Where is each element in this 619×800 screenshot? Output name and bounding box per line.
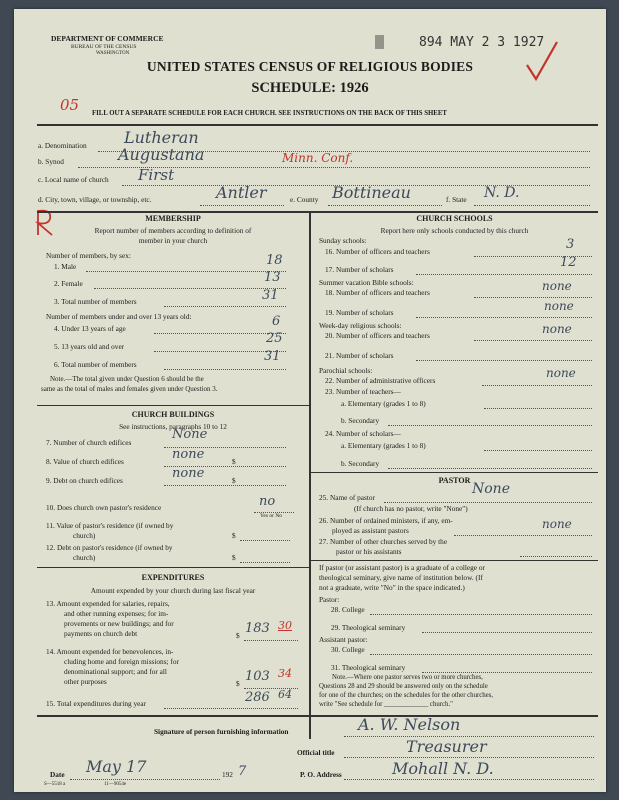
q7-label: 7. Number of church edifices (46, 438, 132, 447)
q20-value: none (542, 322, 572, 336)
pastor-heading: PASTOR (438, 476, 471, 485)
q6-label: 6. Total number of members (54, 360, 137, 369)
buildings-sub: See instructions, paragraphs 10 to 12 (119, 422, 227, 431)
q18-value: none (542, 279, 572, 293)
q8-dollar: $ (232, 457, 236, 466)
pastor-note: Note.—Where one pastor serves two or more churches, (332, 674, 483, 681)
pastor-note-2: Questions 28 and 29 should be answered only on the schedule (319, 683, 488, 690)
q9-value: none (172, 466, 205, 481)
q19-value: none (544, 299, 574, 313)
red-mark: 05 (60, 96, 80, 114)
state-value: N. D. (484, 185, 520, 201)
state-label: f. State (446, 195, 467, 204)
city-label: WASHINGTON (96, 51, 130, 56)
received-stamp: 894 MAY 2 3 1927 (419, 35, 545, 50)
synod-extra: Minn. Conf. (282, 151, 354, 165)
official-title-value: Treasurer (406, 737, 487, 756)
address-label: P. O. Address (300, 770, 342, 779)
signature-label: Signature of person furnishing information (154, 727, 289, 736)
q10-label: 10. Does church own pastor's residence (46, 503, 162, 512)
q5-label: 5. 13 years old and over (54, 342, 125, 351)
city-label-field: d. City, town, village, or township, etc. (38, 195, 152, 204)
county-label: e. County (290, 195, 319, 204)
signature-value: A. W. Nelson (358, 715, 461, 734)
assistant-sub-label: Assistant pastor: (319, 635, 368, 644)
q13-cents: 30 (278, 619, 292, 632)
summer-label: Summer vacation Bible schools: (319, 278, 414, 287)
q19-label: 19. Number of scholars (325, 308, 394, 317)
q2-value: 13 (264, 270, 281, 285)
q12-label-2: church) (73, 553, 96, 562)
q28-label: 28. College (331, 605, 365, 614)
denomination-value: Lutheran (124, 128, 199, 147)
membership-note: Note.—The total given under Question 6 should be the (50, 375, 204, 383)
q29-label: 29. Theological seminary (331, 623, 406, 632)
q27-label: 27. Number of other churches served by the (319, 537, 448, 546)
church-name-label: c. Local name of church (38, 175, 109, 184)
q4-value: 6 (272, 314, 281, 329)
form-number: S—5518 a (44, 782, 66, 787)
expenditures-heading: EXPENDITURES (141, 573, 205, 582)
q11-dollar: $ (232, 531, 236, 540)
date-label: Date (50, 770, 65, 779)
date-value: May 17 (86, 757, 147, 776)
weekday-label: Week-day religious schools: (319, 321, 402, 330)
q11-label-2: church) (73, 531, 96, 540)
q11-label: 11. Value of pastor's residence (if owned by (46, 521, 174, 530)
membership-intro: Report number of members according to definition of (94, 226, 252, 235)
q8-value: none (172, 447, 205, 462)
q16-value: 3 (566, 237, 575, 252)
schools-heading: CHURCH SCHOOLS (416, 214, 493, 223)
q15-cents: 64 (278, 688, 292, 701)
q2-label: 2. Female (54, 279, 83, 288)
q12-label: 12. Debt on pastor's residence (if owned by (46, 543, 173, 552)
yes-no-hint: Yes or No (260, 513, 283, 519)
q4-label: 4. Under 13 years of age (54, 324, 126, 333)
q18-label: 18. Number of officers and teachers (325, 288, 430, 297)
address-value: Mohall N. D. (392, 759, 494, 778)
schedule-title: SCHEDULE: 1926 (251, 80, 369, 96)
graduate-note: If pastor (or assistant pastor) is a graduate of a college or (319, 563, 485, 572)
q14-label: 14. Amount expended for benevolences, in- (46, 647, 174, 656)
q22-value: none (546, 366, 576, 380)
q13-label-3: provements or new buildings; and for (64, 619, 174, 628)
q10-value: no (259, 494, 276, 509)
age-heading: Number of members under and over 13 years old: (46, 312, 192, 321)
by-sex-label: Number of members, by sex: (46, 251, 131, 260)
q25-note: (If church has no pastor, write "None") (354, 504, 468, 513)
q24a-label: a. Elementary (grades 1 to 8) (341, 441, 426, 450)
q3-value: 31 (262, 288, 279, 303)
census-schedule-sheet (14, 9, 606, 792)
county-value: Bottineau (332, 183, 411, 202)
pastor-note-3: for one of the churches; on the schedules for the other churches, (319, 692, 494, 699)
q26-label: 26. Number of ordained ministers, if any, em- (319, 516, 453, 525)
church-name-value: First (138, 166, 175, 184)
q22-label: 22. Number of administrative officers (325, 376, 436, 385)
membership-heading: MEMBERSHIP (145, 214, 201, 223)
department-label: DEPARTMENT OF COMMERCE (51, 34, 164, 43)
q13-value: 183 (245, 621, 270, 636)
q26-value: none (542, 517, 572, 531)
q13-label: 13. Amount expended for salaries, repairs, (46, 599, 170, 608)
membership-note-2: same as the total of males and females given under Question 3. (41, 385, 218, 393)
q30-label: 30. College (331, 645, 365, 654)
q14-dollar: $ (236, 679, 240, 688)
q13-label-4: payments on church debt (64, 629, 138, 638)
q14-label-4: other purposes (64, 677, 107, 686)
q17-label: 17. Number of scholars (325, 265, 394, 274)
q1-value: 18 (266, 253, 283, 268)
buildings-heading: CHURCH BUILDINGS (131, 410, 215, 419)
q12-dollar: $ (232, 553, 236, 562)
graduate-note-2: theological seminary, give name of institution below. (If (319, 573, 483, 582)
sunday-label: Sunday schools: (319, 236, 367, 245)
q15-value: 286 (245, 690, 270, 705)
q23b-label: b. Secondary (341, 416, 380, 425)
q15-label: 15. Total expenditures during year (46, 699, 147, 708)
denomination-label: a. Denomination (38, 141, 87, 150)
stamp-mark (375, 35, 384, 49)
q6-value: 31 (264, 349, 281, 364)
q16-label: 16. Number of officers and teachers (325, 247, 430, 256)
instruction-line: FILL OUT A SEPARATE SCHEDULE FOR EACH CHURCH. SEE INSTRUCTIONS ON THE BACK OF THIS SHEET (92, 110, 447, 117)
year-printed: 192 (222, 770, 233, 779)
synod-label: b. Synod (38, 157, 64, 166)
q5-value: 25 (266, 331, 283, 346)
q13-dollar: $ (236, 631, 240, 640)
q23a-label: a. Elementary (grades 1 to 8) (341, 399, 426, 408)
q21-label: 21. Number of scholars (325, 351, 394, 360)
q24-label: 24. Number of scholars— (325, 429, 401, 438)
q14-label-3: denominational support; and for all (64, 667, 167, 676)
q20-label: 20. Number of officers and teachers (325, 331, 430, 340)
q13-label-2: and other running expenses; for im- (64, 609, 169, 618)
year-handwritten: 7 (238, 764, 247, 779)
q17-value: 12 (560, 255, 577, 270)
q14-label-2: cluding home and foreign missions; for (64, 657, 179, 666)
pastor-note-4: write "See schedule for _____________ church." (319, 701, 453, 708)
bureau-label: BUREAU OF THE CENSUS (71, 44, 137, 50)
membership-intro-2: member in your church (138, 236, 208, 245)
q8-label: 8. Value of church edifices (46, 457, 124, 466)
graduate-note-3: not a graduate, write "No" in the space indicated.) (319, 583, 465, 592)
q3-label: 3. Total number of members (54, 297, 137, 306)
q14-cents: 34 (278, 667, 292, 680)
official-title-label: Official title (297, 748, 335, 757)
form-title: UNITED STATES CENSUS OF RELIGIOUS BODIES (146, 59, 474, 74)
q24b-label: b. Secondary (341, 459, 380, 468)
parochial-label: Parochial schools: (319, 366, 373, 375)
q26-label-2: ployed as assistant pastors (332, 526, 409, 535)
expenditures-sub: Amount expended by your church during last fiscal year (90, 586, 256, 595)
synod-value: Augustana (118, 145, 205, 164)
q31-label: 31. Theological seminary (331, 663, 406, 672)
q14-value: 103 (245, 669, 270, 684)
q9-label: 9. Debt on church edifices (46, 476, 123, 485)
print-number: 11—9054e (104, 782, 127, 787)
q7-value: None (172, 427, 208, 442)
q1-label: 1. Male (54, 262, 77, 271)
q25-value: None (472, 481, 510, 497)
q27-label-2: pastor or his assistants (336, 547, 402, 556)
city-value: Antler (216, 183, 267, 202)
q23-label: 23. Number of teachers— (325, 387, 401, 396)
schools-intro: Report here only schools conducted by this church (380, 226, 529, 235)
q25-label: 25. Name of pastor (319, 493, 375, 502)
q9-dollar: $ (232, 476, 236, 485)
pastor-sub-label: Pastor: (319, 595, 340, 604)
